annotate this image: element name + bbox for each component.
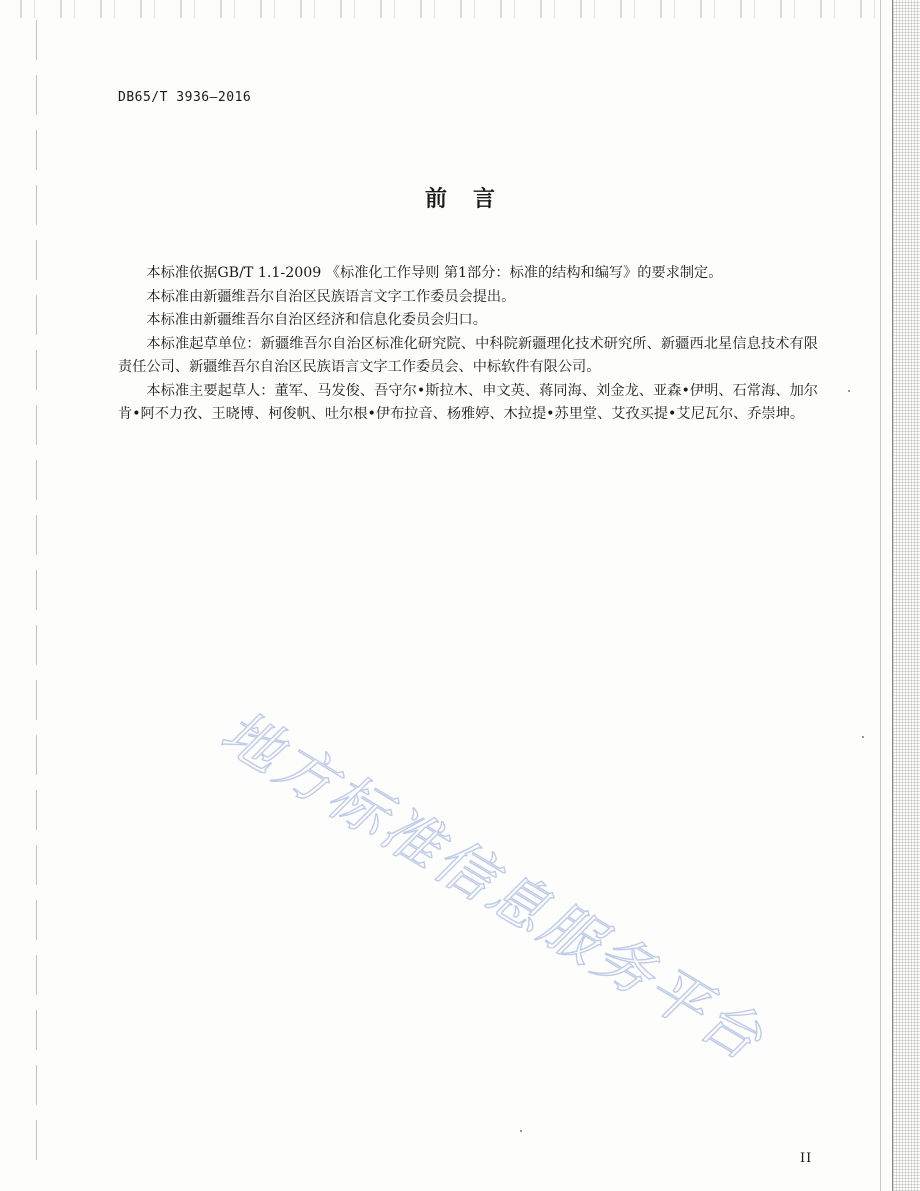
- page-number: II: [800, 1151, 813, 1166]
- foreword-paragraph: 本标准起草单位：新疆维吾尔自治区标准化研究院、中科院新疆理化技术研究所、新疆西北星信息技术有限责任公司、新疆维吾尔自治区民族语言文字工作委员会、中标软件有限公司。: [118, 335, 818, 375]
- foreword-paragraph: 本标准依据GB/T 1.1-2009 《标准化工作导则 第1部分：标准的结构和编写》的要求制定。: [146, 265, 723, 281]
- watermark-text: 地方标准信息服务平台: [209, 697, 777, 1075]
- foreword-paragraph: 本标准由新疆维吾尔自治区民族语言文字工作委员会提出。: [146, 288, 516, 305]
- foreword-paragraph: 本标准主要起草人：董军、马发俊、吾守尔•斯拉木、申文英、蒋同海、刘金龙、亚森•伊明、石常海、加尔肯•阿不力孜、王晓博、柯俊帆、吐尔根•伊布拉音、杨雅婷、木拉提•苏里堂、艾孜买提•艾尼瓦尔、乔崇坤。: [118, 382, 818, 422]
- scan-speck: [848, 390, 850, 392]
- scan-artifact-top: [20, 0, 880, 18]
- foreword-title: 前言: [424, 187, 521, 212]
- foreword-paragraph: 本标准由新疆维吾尔自治区经济和信息化委员会归口。: [146, 312, 487, 328]
- scan-speck: [862, 736, 864, 738]
- scan-artifact-right-line: [880, 0, 881, 1191]
- foreword-body: [118, 262, 818, 427]
- document-code: DB65/T 3936—2016: [118, 90, 252, 105]
- scan-artifact-right-strip: [892, 0, 920, 1191]
- scan-speck: [520, 1130, 522, 1132]
